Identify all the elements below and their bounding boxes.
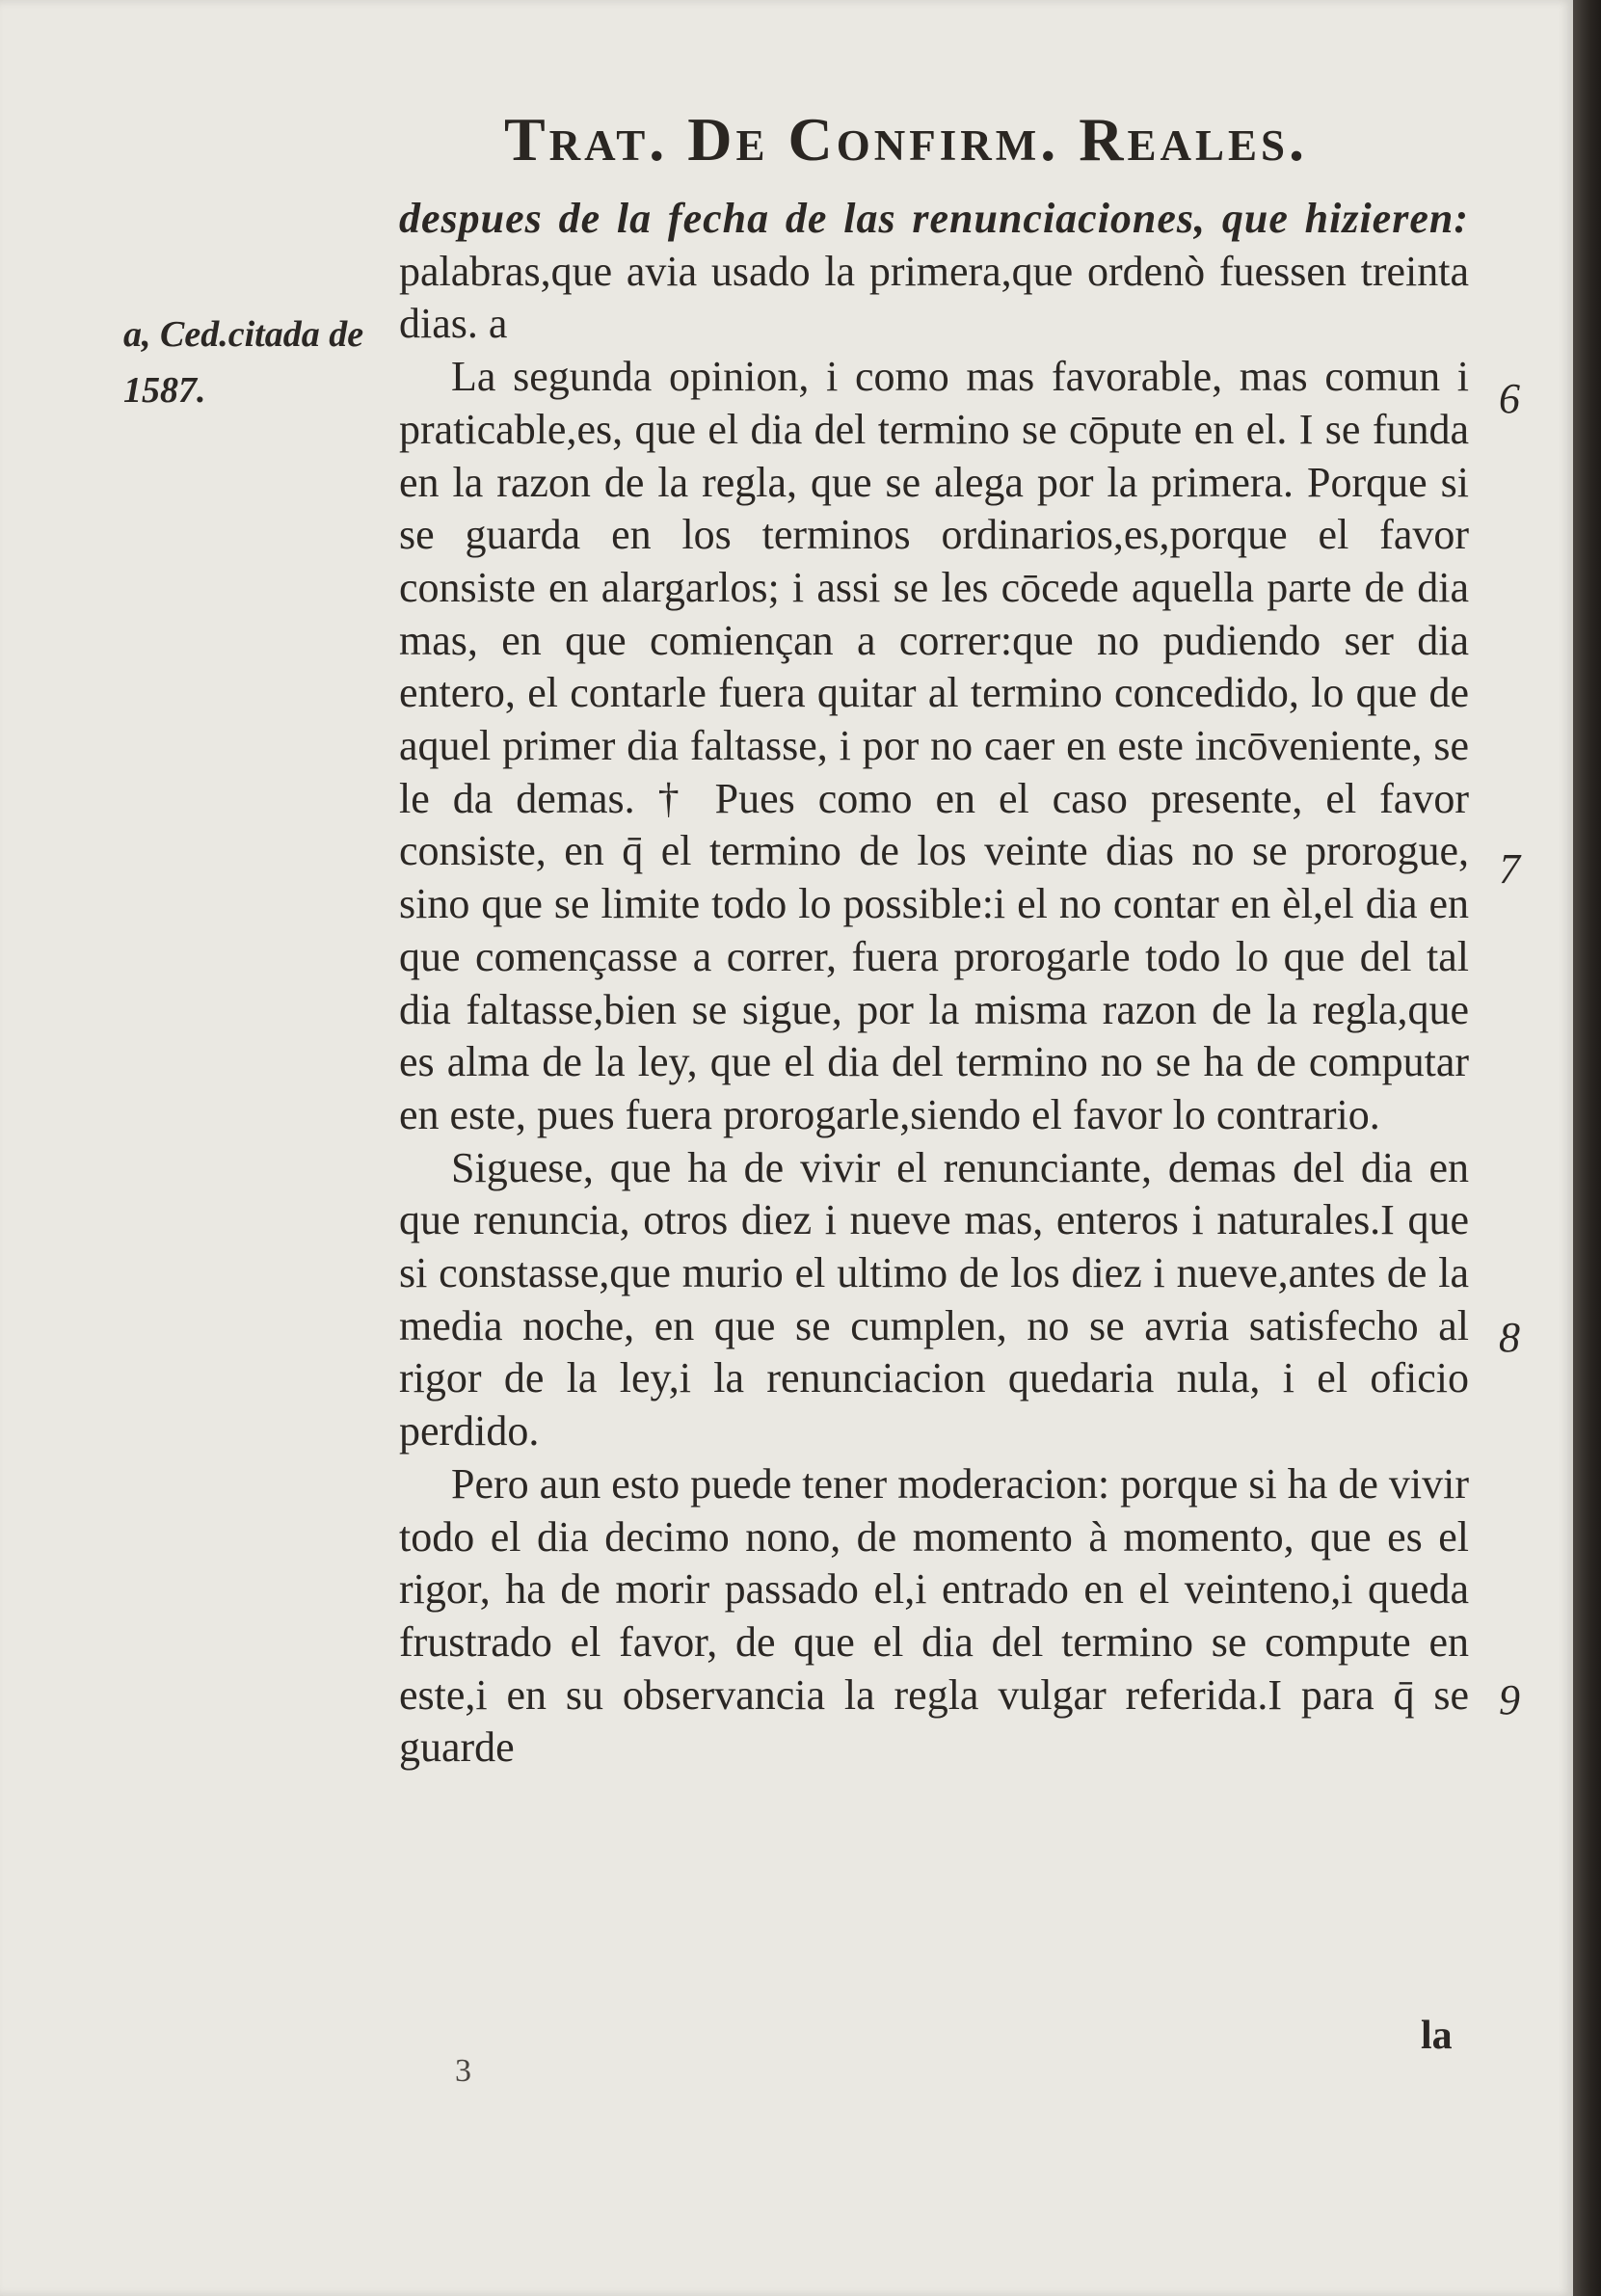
book-edge <box>1573 0 1601 2296</box>
catchword: la <box>1421 2014 1453 2058</box>
margin-number-8: 8 <box>1499 1314 1520 1361</box>
margin-note: a, Ced.citada de 1587. <box>123 314 364 411</box>
margin-number-6: 6 <box>1499 375 1520 422</box>
running-header: Trat. De Confirm. Reales. <box>503 105 1309 174</box>
signature-mark: 3 <box>455 2053 471 2089</box>
paragraph-1-text: palabras,que avia usado la primera,que ordenò fuessen treinta dias. a <box>399 247 1469 348</box>
paragraph-2: La segunda opinion, i como mas favorable, mas comun i praticable,es, que el dia del termino se cōpute en el. I se funda en la razon de la regla, que se alega por la primera. Porque si se guarda en los terminos ordinarios,es,porque el favor consiste en alargarlos; i assi se les cōcede aquella parte de dia mas, en que comiençan a correr:que no pudiendo ser dia entero, el contarle fuera quitar al termino concedido, lo que de aquel primer dia faltasse, i por no caer en este incōveniente, se le da demas. † Pues como en el caso presente, el favor consiste, en q̄ el termino de los veinte dias no se prorogue, sino que se limite todo lo possible:i el no contar en èl,el dia en que començasse a correr, fuera prorogarle todo lo que del tal dia faltasse,bien se sigue, por la misma razon de la regla,que es alma de la ley, que el dia del termino no se ha de computar en este, pues fuera prorogarle,siendo el favor lo contrario. <box>399 353 1469 1138</box>
paragraph-1 <box>399 193 1469 351</box>
italic-lead: despues de la fecha de las renunciaciones, que hizieren: <box>399 195 1469 242</box>
margin-number-7: 7 <box>1499 845 1520 893</box>
paragraph-4: Pero aun esto puede tener moderacion: porque si ha de vivir todo el dia decimo nono, de momento à momento, que es el rigor, ha de morir passado el,i entrado en el veinteno,i queda frustrado el favor, de que el dia del termino se compute en este,i en su observancia la regla vulgar referida.I para q̄ se guarde <box>399 1459 1469 1772</box>
paragraph-3: Siguese, que ha de vivir el renunciante, demas del dia en que renuncia, otros diez i nueve mas, enteros i naturales.I que si constasse,que murio el ultimo de los diez i nueve,antes de la media noche, en que se cumplen, no se avria satisfecho al rigor de la ley,i la renunciacion quedaria nula, i el oficio perdido. <box>399 1143 1469 1455</box>
body-text <box>399 193 1469 1775</box>
margin-number-9: 9 <box>1499 1676 1520 1723</box>
